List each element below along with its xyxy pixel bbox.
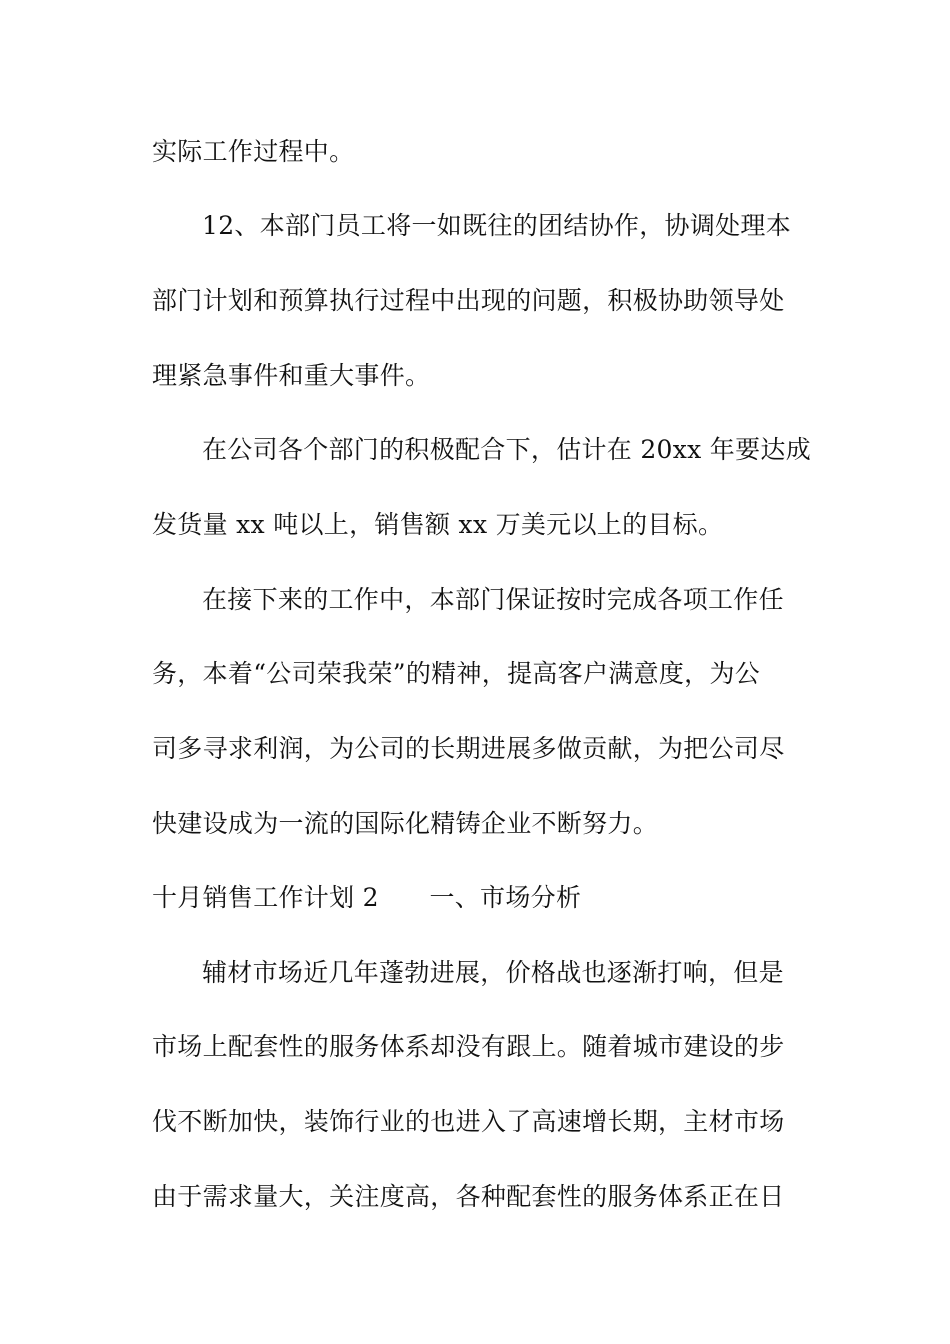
text-line: 12、本部门员工将一如既往的团结协作，协调处理本 [202,211,792,240]
text-line: 在公司各个部门的积极配合下，估计在 20xx 年要达成 [202,435,812,464]
section-heading: 十月销售工作计划 2 一、市场分析 [152,883,582,912]
text-line: 伐不断加快，装饰行业的也进入了高速增长期，主材市场 [152,1107,785,1136]
text-line: 在接下来的工作中，本部门保证按时完成各项工作任 [202,585,784,614]
text-line: 务，本着“公司荣我荣”的精神，提高客户满意度，为公 [152,659,761,688]
text-line: 辅材市场近几年蓬勃进展，价格战也逐渐打响，但是 [202,958,784,987]
text-line: 市场上配套性的服务体系却没有跟上。随着城市建设的步 [152,1032,785,1061]
text-line: 实际工作过程中。 [152,137,355,166]
text-line: 由于需求量大，关注度高，各种配套性的服务体系正在日 [152,1182,785,1211]
text-line: 理紧急事件和重大事件。 [152,361,431,390]
text-line: 部门计划和预算执行过程中出现的问题，积极协助领导处 [152,286,785,315]
text-line: 快建设成为一流的国际化精铸企业不断努力。 [152,809,659,838]
text-line: 司多寻求利润，为公司的长期进展多做贡献，为把公司尽 [152,734,785,763]
text-line: 发货量 xx 吨以上，销售额 xx 万美元以上的目标。 [152,510,724,539]
